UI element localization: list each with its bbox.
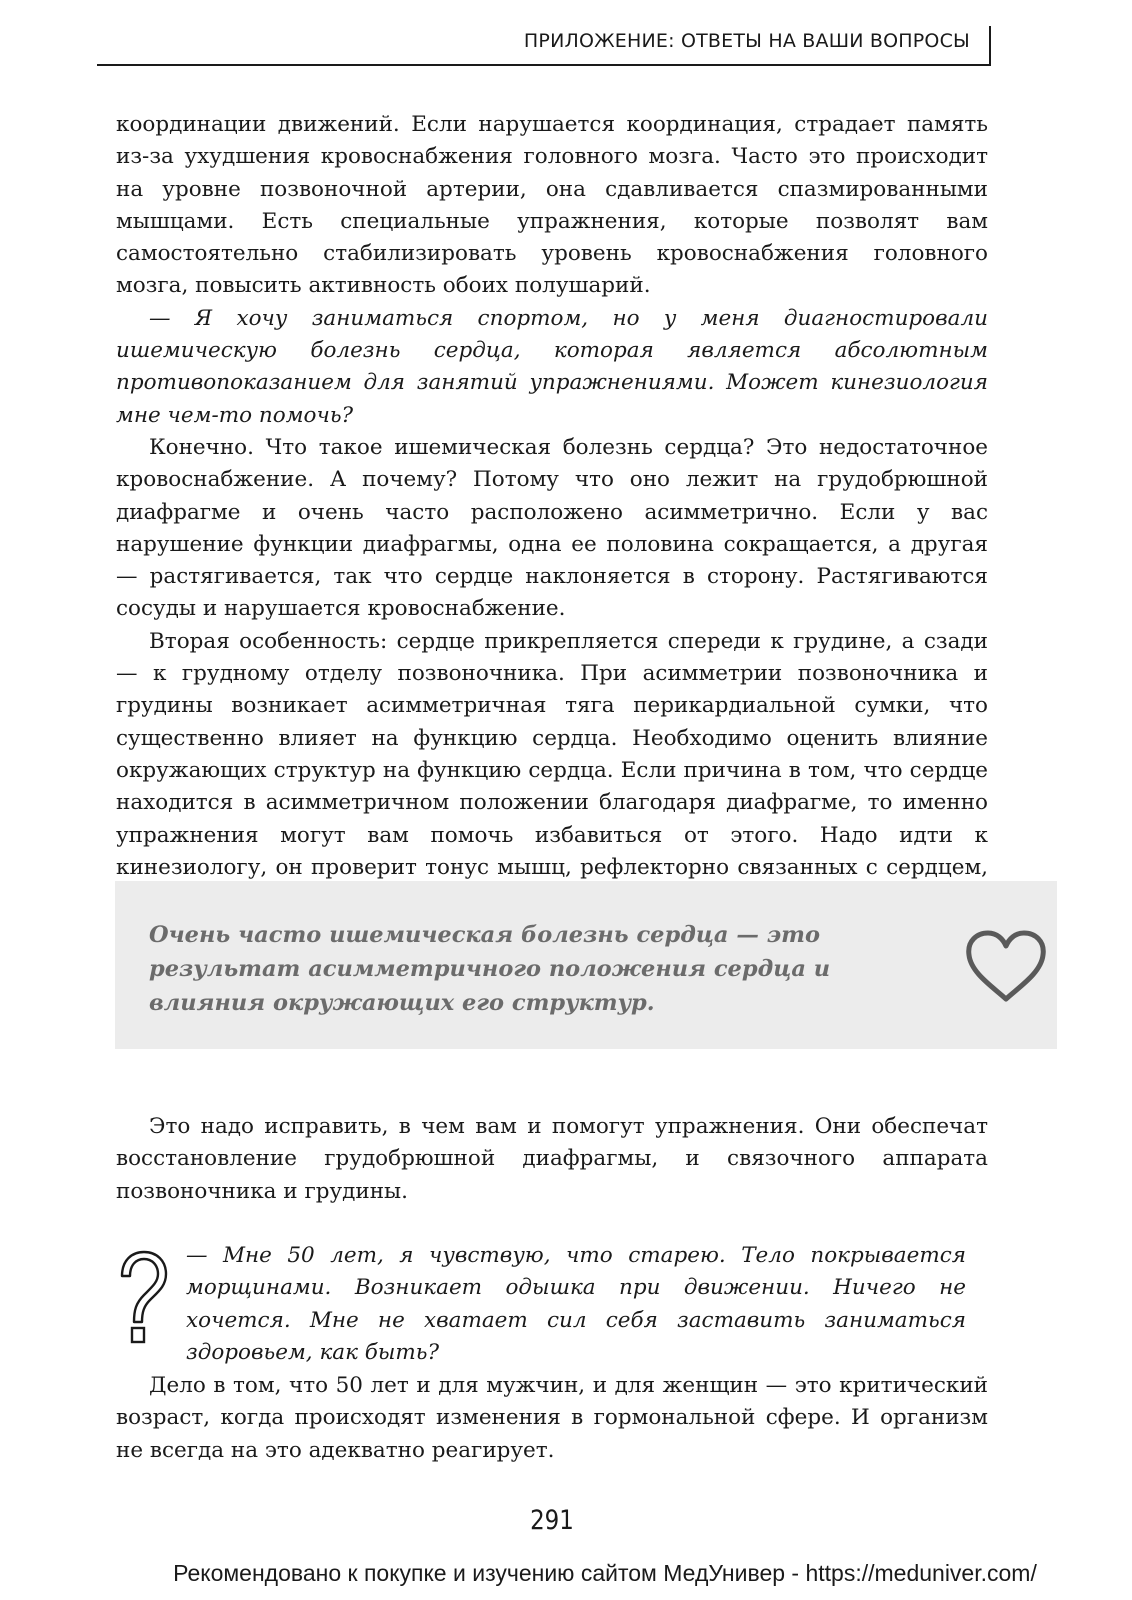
- paragraph-answer-50: Дело в том, что 50 лет и для мужчин, и для женщин — это критический возраст, когда происходят изменения в гормональной сфере. И организм не всегда на это адекватно реагирует.: [116, 1373, 988, 1463]
- running-header-title: ПРИЛОЖЕНИЕ: ОТВЕТЫ НА ВАШИ ВОПРОСЫ: [523, 30, 970, 52]
- question-50-text: — Мне 50 лет, я чувствую, что старею. Тело покрывается морщинами. Возникает одышка при движении. Ничего не хочется. Мне не хватает сил себя заставить заниматься здоровьем, как быть?: [186, 1243, 966, 1365]
- callout-box: [115, 881, 1057, 1049]
- main-text-block: [116, 109, 988, 916]
- header-vertical-rule: [989, 26, 991, 65]
- paragraph-correction: Это надо исправить, в чем вам и помогут упражнения. Они обеспечат восстановление грудобрюшной диафрагмы, и связочного аппарата позвоночника и грудины.: [116, 1114, 988, 1204]
- header-rule: [97, 64, 991, 66]
- answer-block: [116, 1370, 988, 1467]
- paragraph-coordination: координации движений. Если нарушается координация, страдает память из-за ухудшения кровоснабжения головного мозга. Часто это происходит на уровне позвоночной артерии, она сдавливается спазмированными мышцами. Есть специальные упражнения, которые позволят вам самостоятельно стабилизировать уровень кровоснабжения головного мозга, повысить активность обоих полушарий.: [116, 112, 988, 299]
- paragraph-correction-block: [116, 1111, 988, 1208]
- paragraph-second-feature: Вторая особенность: сердце прикрепляется спереди к грудине, а сзади — к грудному отделу позвоночника. При асимметрии позвоночника и грудины возникает асимметричная тяга перикардиальной сумки, что существенно влияет на функцию сердца. Необходимо оценить влияние окружающих структур на функцию сердца. Если причина в том, что сердце находится в асимметричном положении благодаря диафрагме, то именно упражнения могут вам помочь избавиться от этого. Надо идти к кинезиологу, он проверит тонус мышц, рефлекторно связанных с сердцем,: [116, 628, 988, 880]
- footer-watermark-text: Рекомендовано к покупке и изучению сайтом МедУнивер - https://meduniver.com/: [173, 1560, 1037, 1586]
- question-50-block: [186, 1240, 966, 1369]
- paragraph-ischemic-answer: Конечно. Что такое ишемическая болезнь сердца? Это недостаточное кровоснабжение. А почему? Потому что оно лежит на грудобрюшной диафрагме и очень часто расположено асимметрично. Если у вас нарушение функции диафрагмы, одна ее половина сокращается, а другая — растягивается, так что сердце наклоняется в сторону. Растягиваются сосуды и нарушается кровоснабжение.: [116, 434, 988, 622]
- heart-outline-icon: [963, 929, 1049, 1005]
- page-number: 291: [530, 1505, 574, 1536]
- question-ischemic: — Я хочу заниматься спортом, но у меня диагностировали ишемическую болезнь сердца, которая является абсолютным противопоказанием для занятий упражнениями. Может кинезиология мне чем-то помочь?: [116, 305, 988, 428]
- callout-text: Очень часто ишемическая болезнь сердца — это результат асимметричного положения сердца и влияния окружающих его структур.: [149, 922, 831, 1016]
- question-mark-icon: [114, 1248, 172, 1348]
